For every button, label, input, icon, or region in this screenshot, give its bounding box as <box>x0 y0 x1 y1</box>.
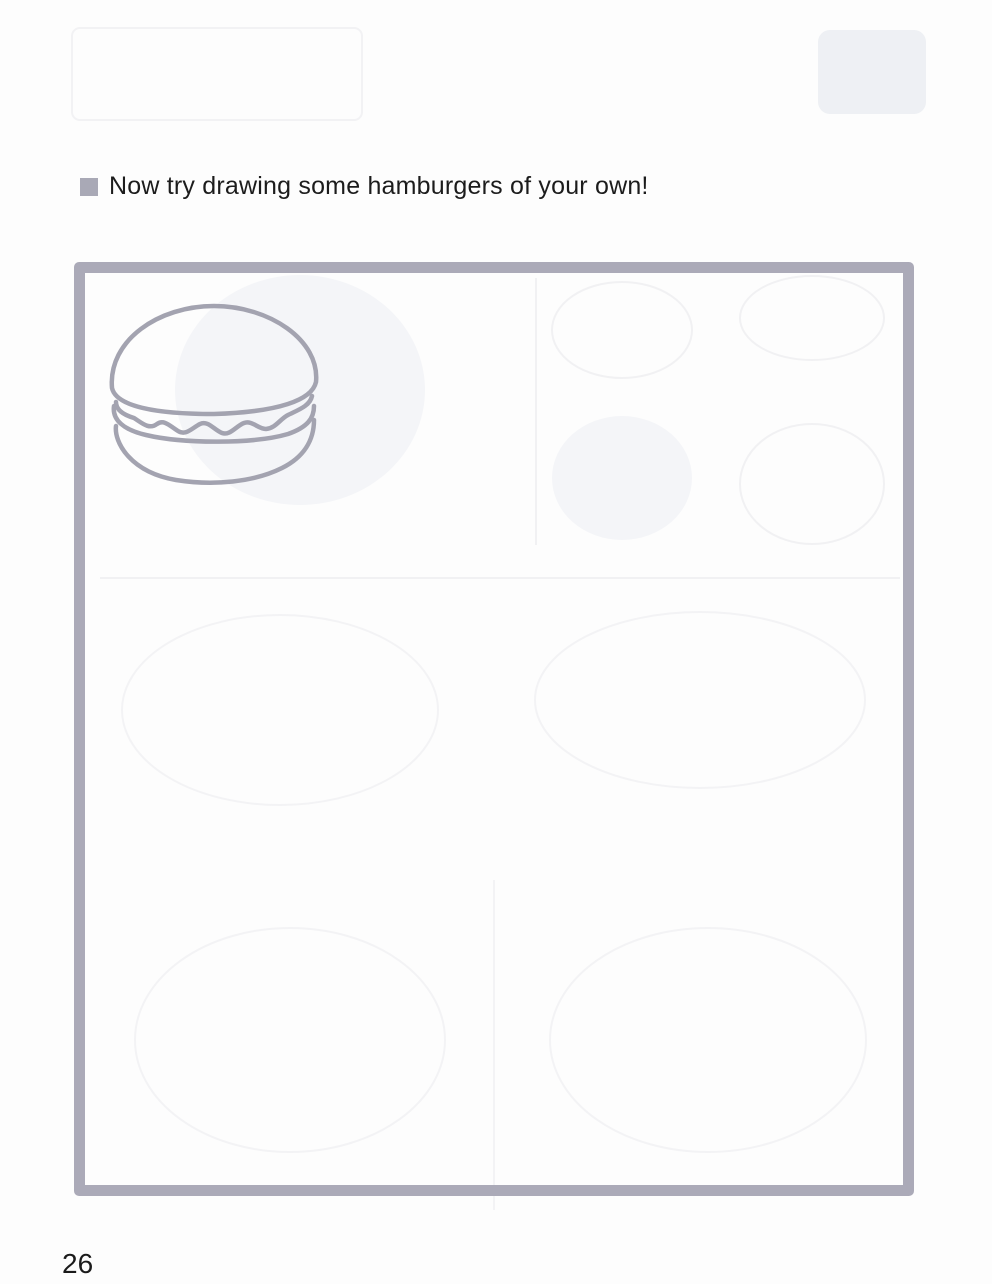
page-number: 26 <box>62 1248 94 1279</box>
instruction <box>80 172 649 201</box>
square-bullet-icon <box>80 178 98 196</box>
instruction-text: Now try drawing some hamburgers of your own! <box>109 172 649 200</box>
hamburger-example-icon <box>104 302 324 487</box>
